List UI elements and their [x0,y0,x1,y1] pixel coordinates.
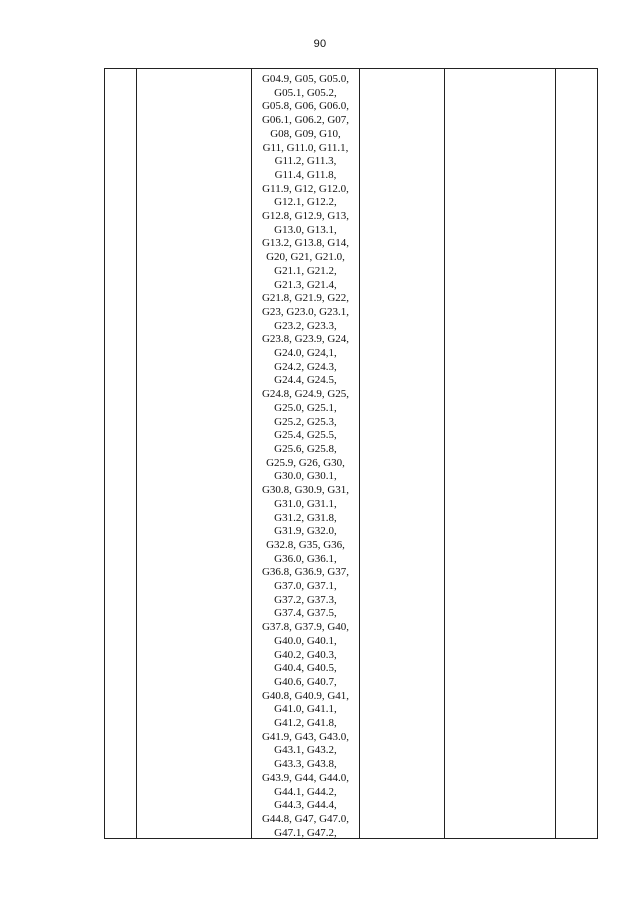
page-number: 90 [313,38,327,50]
code-line: G25.9, G26, G30, [266,456,345,469]
code-line: G37.8, G37.9, G40, [261,621,350,634]
code-line: G05.1, G05.2, [274,86,337,99]
code-line: G11.9, G12, G12.0, [262,182,349,195]
code-line: G43.9, G44, G44.0, [261,771,350,784]
code-line: G05.8, G06, G06.0, [261,100,350,113]
code-line: G41.2, G41.8, [274,717,337,730]
code-line: G06.1, G06.2, G07, [261,114,350,127]
code-line: G37.4, G37.5, [274,607,337,620]
code-line: G13.2, G13.8, G14, [261,237,350,250]
code-line: G30.8, G30.9, G31, [261,484,350,497]
code-line: G21.8, G21.9, G22, [261,292,350,305]
code-line: G44.8, G47, G47.0, [261,812,350,825]
code-line: G20, G21, G21.0, [266,251,345,264]
code-line: G40.8, G40.9, G41, [261,689,350,702]
code-line: G04.9, G05, G05.0, [261,73,350,85]
code-line: G24.4, G24.5, [274,374,337,387]
column-divider [136,69,137,838]
code-line: G25.2, G25.3, [274,415,337,428]
code-line: G30.0, G30.1, [274,470,337,483]
code-line: G21.1, G21.2, [274,264,337,277]
code-line: G47.1, G47.2, [274,826,337,839]
code-line: G31.2, G31.8, [274,511,337,524]
code-line: G32.8, G35, G36, [266,538,345,551]
code-line: G21.3, G21.4, [274,278,337,291]
code-line: G11.4, G11.8, [274,168,337,181]
code-line: G44.1, G44.2, [274,785,337,798]
code-line: G44.3, G44.4, [274,799,337,812]
code-line: G40.6, G40.7, [274,675,337,688]
code-line: G23.8, G23.9, G24, [261,333,350,346]
code-line: G24.0, G24,1, [274,347,337,360]
code-line: G31.0, G31.1, [274,497,337,510]
code-line: G31.9, G32.0, [274,525,337,538]
code-line: G24.2, G24.3, [274,360,337,373]
diagnosis-codes-cell [252,73,359,840]
code-line: G41.9, G43, G43.0, [261,730,350,743]
code-line: G13.0, G13.1, [274,223,337,236]
code-line: G43.1, G43.2, [274,744,337,757]
code-line: G25.6, G25.8, [274,442,337,455]
code-line: G37.2, G37.3, [274,593,337,606]
code-line: G40.4, G40.5, [274,662,337,675]
code-line: G08, G09, G10, [270,127,341,140]
column-divider [555,69,556,838]
code-line: G41.0, G41.1, [274,703,337,716]
code-line: G36.0, G36.1, [274,552,337,565]
codes-table [104,68,598,839]
column-divider [444,69,445,838]
code-line: G25.0, G25.1, [274,401,337,414]
code-line: G24.8, G24.9, G25, [261,388,350,401]
code-line: G23, G23.0, G23.1, [261,305,350,318]
code-line: G40.2, G40.3, [274,648,337,661]
code-line: G11, G11.0, G11.1, [262,141,349,154]
code-line: G12.1, G12.2, [274,196,337,209]
code-line: G40.0, G40.1, [274,634,337,647]
code-line: G11.2, G11.3, [274,155,337,168]
code-line: G12.8, G12.9, G13, [261,210,350,223]
code-line: G43.3, G43.8, [274,758,337,771]
code-line: G36.8, G36.9, G37, [261,566,350,579]
code-line: G23.2, G23.3, [274,319,337,332]
code-line: G37.0, G37.1, [274,580,337,593]
code-line: G25.4, G25.5, [274,429,337,442]
column-divider [359,69,360,838]
